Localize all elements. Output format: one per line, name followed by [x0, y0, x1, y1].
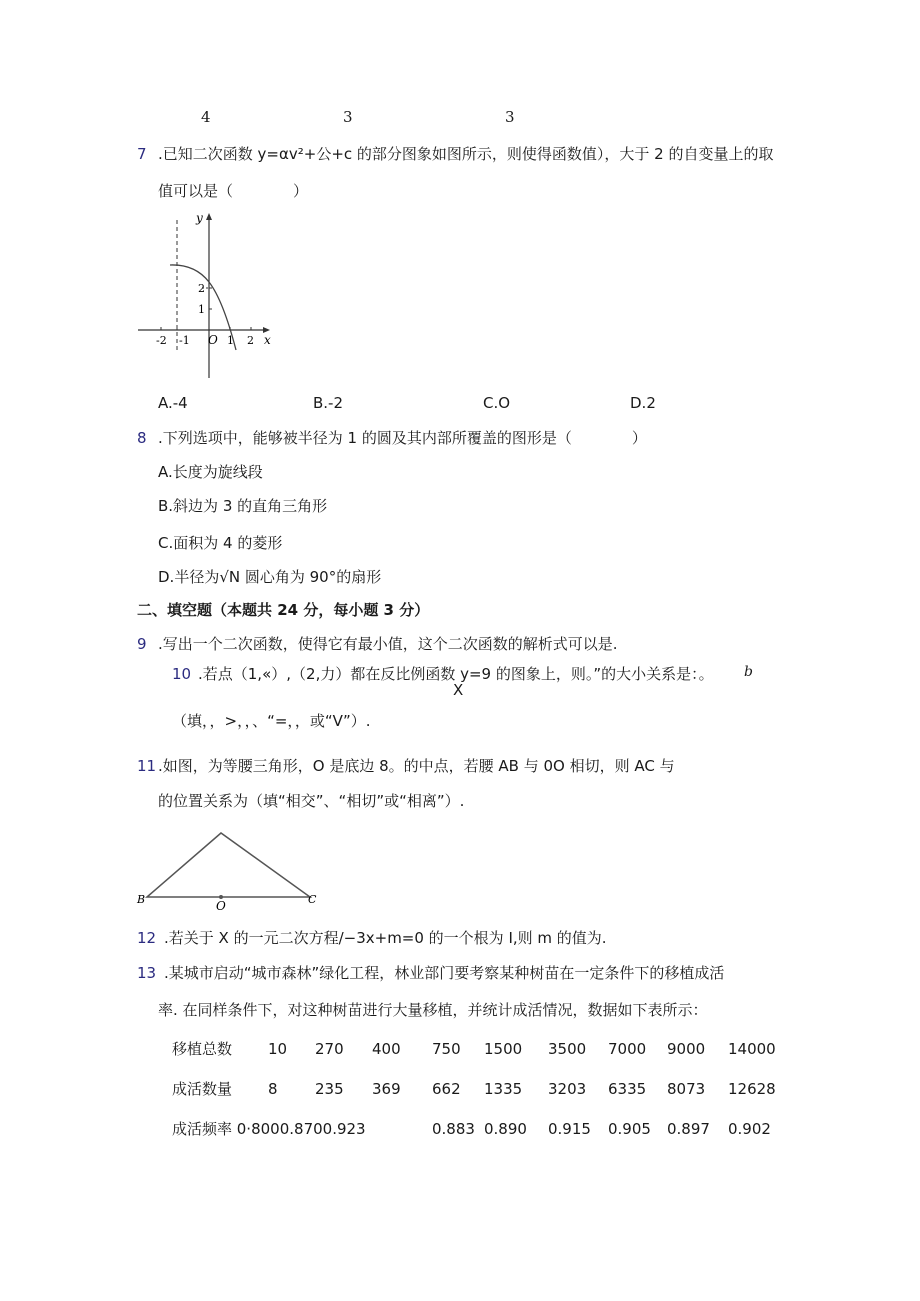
table-cell: 662: [432, 1080, 461, 1098]
q8-stem: .下列选项中，能够被半径为 1 的圆及其内部所覆盖的图形是（ ）: [158, 429, 647, 447]
table-cell: 1500: [484, 1040, 523, 1058]
table-cell: 3203: [548, 1080, 587, 1098]
table-header-rate: 成活频率 0·8000.8700.923: [172, 1120, 366, 1138]
q13-stem-line2: 率. 在同样条件下，对这种树苗进行大量移植，并统计成活情况，数据如下表所示：: [158, 1001, 708, 1019]
table-cell: 0.905: [608, 1120, 651, 1138]
table-cell: 400: [372, 1040, 401, 1058]
q7-option-d[interactable]: D.2: [630, 394, 656, 412]
table-cell: 8073: [667, 1080, 706, 1098]
table-cell: 7000: [608, 1040, 647, 1058]
table-cell: 0.902: [728, 1120, 771, 1138]
tick-label-x-neg1: -1: [179, 334, 190, 347]
fragment-3b: 3: [505, 108, 515, 126]
q13-stem-line1: .某城市启动“城市森林”绿化工程，林业部门要考察某种树苗在一定条件下的移植成活: [164, 964, 725, 982]
table-cell: 270: [315, 1040, 344, 1058]
fragment-4: 4: [201, 108, 211, 126]
x-axis-label: x: [264, 333, 271, 347]
q12-stem: .若关于 X 的一元二次方程/−3x+m=0 的一个根为 I,则 m 的值为.: [164, 929, 607, 947]
table-header-total: 移植总数: [172, 1040, 233, 1058]
triangle-abc: [147, 833, 310, 897]
q7-option-c[interactable]: C.O: [483, 394, 511, 412]
q10-stem: .若点（1,«）,（2,力）都在反比例函数 y=9 的图象上，则。”的大小关系是：。: [198, 665, 714, 683]
q7-parabola-graph: [130, 208, 280, 383]
fragment-3a: 3: [343, 108, 353, 126]
table-cell: 750: [432, 1040, 461, 1058]
table-header-survived: 成活数量: [172, 1080, 233, 1098]
q8-option-a[interactable]: A.长度为旋线段: [158, 463, 263, 481]
q11-stem-line1: .如图，为等腰三角形，O 是底边 8。的中点，若腰 AB 与 0O 相切，则 AC 与: [158, 757, 675, 775]
origin-label: O: [208, 333, 218, 347]
tick-label-x-1: 1: [227, 334, 234, 347]
table-cell: 1335: [484, 1080, 523, 1098]
q9-stem: .写出一个二次函数，使得它有最小值，这个二次函数的解析式可以是.: [158, 635, 618, 653]
label-c: C: [308, 893, 317, 906]
label-b: B: [137, 893, 146, 906]
tick-label-x-2: 2: [247, 334, 254, 347]
q7-stem-line1: .已知二次函数 y=αv²+公+c 的部分图象如图所示，则使得函数值），大于 2 的自变量上的取: [158, 145, 774, 163]
q12-number: 12: [137, 929, 157, 947]
table-cell: 0.915: [548, 1120, 591, 1138]
q11-number: 11: [137, 757, 157, 775]
q9-number: 9: [137, 635, 147, 653]
label-o: O: [216, 899, 226, 911]
q11-isosceles-triangle: [135, 826, 325, 911]
q11-stem-line2: 的位置关系为（填“相交”、“相切”或“相离”）.: [158, 792, 465, 810]
q7-stem-line2: 值可以是（ ）: [158, 182, 309, 200]
tick-label-y-1: 1: [198, 303, 205, 316]
table-cell: 3500: [548, 1040, 587, 1058]
table-cell: 14000: [728, 1040, 776, 1058]
q7-option-a[interactable]: A.-4: [158, 394, 188, 412]
y-axis-label: y: [196, 211, 203, 225]
table-cell: 0.883: [432, 1120, 475, 1138]
q10-stem-line2: （填，，>，，、“=，，或“V”）.: [172, 712, 371, 730]
q10-tail: b: [744, 664, 753, 680]
table-cell: 8: [268, 1080, 278, 1098]
q8-option-b[interactable]: B.斜边为 3 的直角三角形: [158, 497, 328, 515]
table-cell: 6335: [608, 1080, 647, 1098]
table-cell: 369: [372, 1080, 401, 1098]
table-cell: 0.890: [484, 1120, 527, 1138]
q10-number: 10: [172, 665, 192, 683]
q10-denominator: X: [453, 681, 464, 699]
tick-label-y-2: 2: [198, 282, 205, 295]
q8-number: 8: [137, 429, 147, 447]
section-heading-fill-blank: 二、填空题（本题共 24 分，每小题 3 分）: [137, 601, 430, 619]
q7-option-b[interactable]: B.-2: [313, 394, 344, 412]
table-cell: 12628: [728, 1080, 776, 1098]
y-axis-arrow: [206, 213, 212, 220]
table-cell: 9000: [667, 1040, 706, 1058]
q13-number: 13: [137, 964, 157, 982]
q7-number: 7: [137, 145, 147, 163]
table-cell: 10: [268, 1040, 288, 1058]
tick-label-x-neg2: -2: [156, 334, 167, 347]
table-cell: 0.897: [667, 1120, 710, 1138]
q8-option-c[interactable]: C.面积为 4 的菱形: [158, 534, 283, 552]
table-cell: 235: [315, 1080, 344, 1098]
q8-option-d[interactable]: D.半径为√N 圆心角为 90°的扇形: [158, 568, 382, 586]
